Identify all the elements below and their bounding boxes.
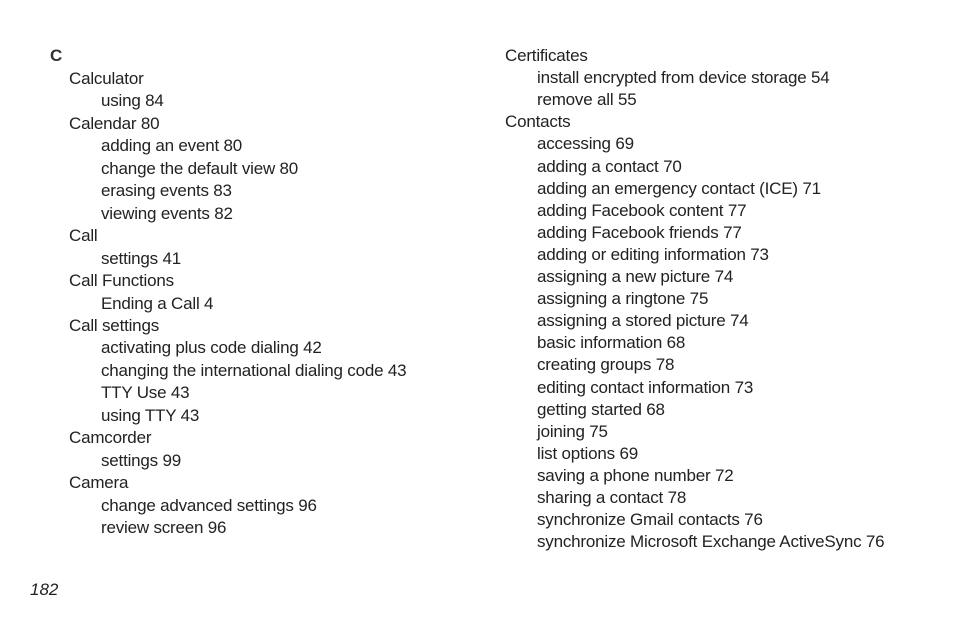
index-term: Calculator [69, 69, 144, 88]
index-subentry: adding Facebook friends 77 [537, 222, 742, 242]
index-term: Call Functions [69, 271, 174, 291]
index-subentry: joining 75 [537, 421, 608, 441]
index-subentry: adding an emergency contact (ICE) 71 [537, 178, 821, 198]
index-subentry: review screen 96 [101, 518, 227, 537]
index-subentry: getting started 68 [537, 399, 665, 419]
index-subentry: activating plus code dialing 42 [101, 338, 322, 358]
index-subentry: saving a phone number 72 [537, 465, 734, 485]
index-subentry: synchronize Gmail contacts 76 [537, 510, 763, 530]
index-subentry: synchronize Microsoft Exchange ActiveSync 76 [537, 532, 885, 552]
index-subentry: viewing events 82 [101, 203, 233, 223]
index-subentry: adding Facebook content 77 [537, 200, 747, 220]
index-subentry: changing the international dialing code 43 [101, 360, 407, 380]
index-subentry: adding an event 80 [101, 136, 243, 156]
index-subentry: change the default view 80 [101, 158, 299, 178]
index-subentry: basic information 68 [537, 333, 686, 353]
index-subentry: editing contact information 73 [537, 377, 754, 397]
index-subentry: settings 99 [101, 450, 182, 470]
index-subentry: Ending a Call 4 [101, 293, 214, 313]
index-subentry: adding a contact 70 [537, 156, 682, 176]
index-term: Call settings [69, 315, 159, 335]
index-subentry: assigning a ringtone 75 [537, 289, 709, 309]
index-subentry: install encrypted from device storage 54 [537, 68, 830, 88]
index-subentry: assigning a new picture 74 [537, 267, 734, 286]
index-subentry: adding or editing information 73 [537, 244, 769, 264]
index-subentry: remove all 55 [537, 90, 637, 110]
index-subentry: accessing 69 [537, 134, 634, 154]
index-subentry: settings 41 [101, 248, 182, 268]
index-subentry: assigning a stored picture 74 [537, 311, 749, 331]
index-subentry: creating groups 78 [537, 355, 675, 375]
index-term: Contacts [505, 112, 571, 132]
index-subentry: erasing events 83 [101, 181, 232, 201]
section-letter: C [50, 46, 63, 65]
index-subentry: list options 69 [537, 443, 638, 463]
index-term: Camera [69, 473, 129, 493]
index-term: Call [69, 226, 98, 246]
index-term: Camcorder [69, 428, 152, 448]
index-subentry: TTY Use 43 [101, 383, 190, 403]
index-subentry: sharing a contact 78 [537, 488, 687, 507]
index-subentry: using 84 [101, 91, 164, 111]
index-subentry: using TTY 43 [101, 405, 200, 425]
index-term: Certificates [505, 46, 588, 65]
page-number: 182 [30, 580, 59, 599]
index-term: Calendar 80 [69, 113, 160, 133]
index-subentry: change advanced settings 96 [101, 495, 317, 515]
